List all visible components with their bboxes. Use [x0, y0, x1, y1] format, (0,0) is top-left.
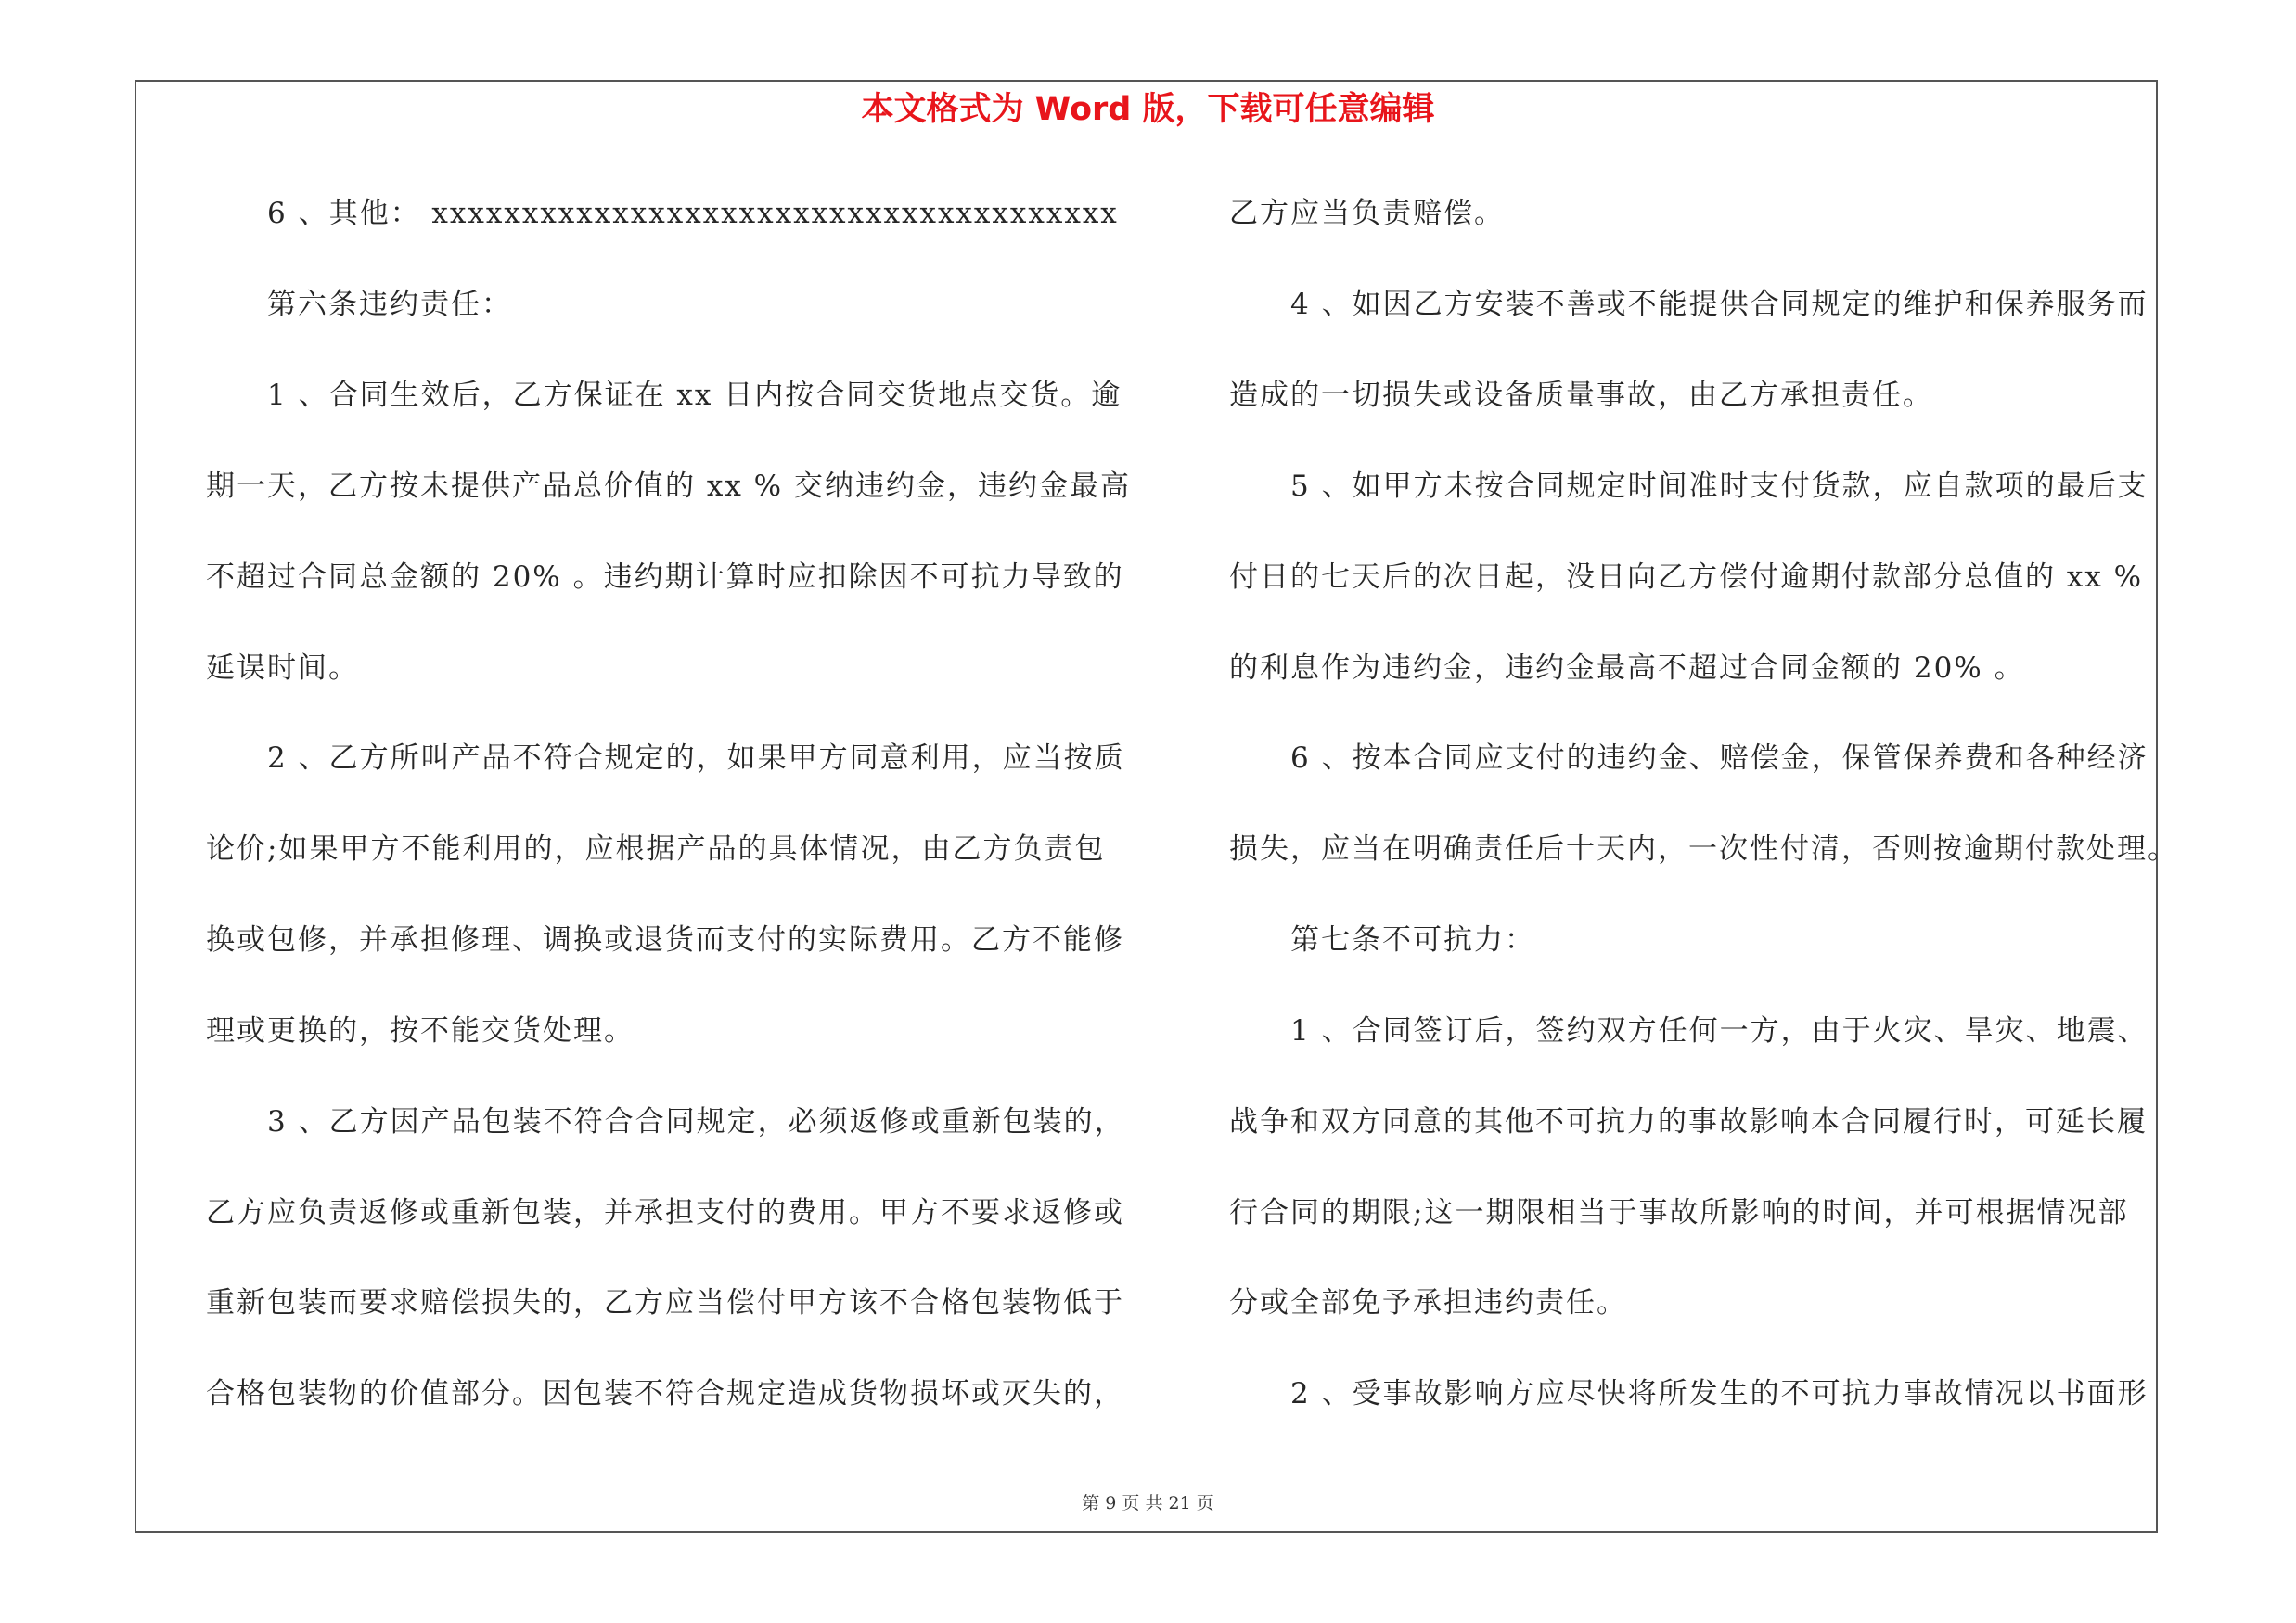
- paragraph-line: 的利息作为违约金，违约金最高不超过合同金额的 20% 。: [1229, 651, 2025, 685]
- paragraph-line: 造成的一切损失或设备质量事故，由乙方承担责任。: [1229, 379, 1933, 412]
- page-number-footer: 第 9 页 共 21 页: [1082, 1493, 1214, 1514]
- paragraph-line: 论价;如果甲方不能利用的，应根据产品的具体情况，由乙方负责包: [206, 832, 1106, 866]
- paragraph-line: 6 、按本合同应支付的违约金、赔偿金，保管保养费和各种经济: [1290, 741, 2148, 775]
- paragraph-line: 乙方应负责返修或重新包装，并承担支付的费用。甲方不要求返修或: [206, 1196, 1124, 1230]
- paragraph-line: 理或更换的，按不能交货处理。: [206, 1014, 635, 1048]
- paragraph-line: 1 、合同签订后，签约双方任何一方，由于火灾、旱灾、地震、: [1290, 1014, 2148, 1048]
- paragraph-line: 5 、如甲方未按合同规定时间准时支付货款，应自款项的最后支: [1290, 470, 2148, 503]
- paragraph-line: 换或包修，并承担修理、调换或退货而支付的实际费用。乙方不能修: [206, 923, 1124, 957]
- paragraph-line: 合格包装物的价值部分。因包装不符合规定造成货物损坏或灭失的，: [206, 1377, 1124, 1410]
- paragraph-line: 行合同的期限;这一期限相当于事故所影响的时间，并可根据情况部: [1229, 1196, 2129, 1230]
- paragraph-line: 2 、乙方所叫产品不符合规定的，如果甲方同意利用，应当按质: [267, 741, 1125, 775]
- paragraph-line: 付日的七天后的次日起，没日向乙方偿付逾期付款部分总值的 xx %: [1229, 560, 2144, 594]
- paragraph-line: 延误时间。: [206, 651, 359, 685]
- word-format-banner: 本文格式为 Word 版，下载可任意编辑: [861, 91, 1435, 128]
- paragraph-line: 重新包装而要求赔偿损失的，乙方应当偿付甲方该不合格包装物低于: [206, 1286, 1124, 1320]
- paragraph-line: 不超过合同总金额的 20% 。违约期计算时应扣除因不可抗力导致的: [206, 560, 1124, 594]
- paragraph-line: 战争和双方同意的其他不可抗力的事故影响本合同履行时，可延长履: [1229, 1105, 2148, 1139]
- paragraph-line: 4 、如因乙方安装不善或不能提供合同规定的维护和保养服务而: [1290, 288, 2148, 321]
- section-heading: 第六条违约责任：: [267, 288, 512, 321]
- paragraph-line: 1 、合同生效后，乙方保证在 xx 日内按合同交货地点交货。逾: [267, 379, 1122, 412]
- paragraph-line: 6 、其他： xxxxxxxxxxxxxxxxxxxxxxxxxxxxxxxxxxxxxx: [267, 197, 1119, 230]
- section-heading: 第七条不可抗力：: [1290, 923, 1535, 957]
- paragraph-line: 3 、乙方因产品包装不符合合同规定，必须返修或重新包装的，: [267, 1105, 1125, 1139]
- paragraph-line: 2 、受事故影响方应尽快将所发生的不可抗力事故情况以书面形: [1290, 1377, 2148, 1410]
- paragraph-line: 损失，应当在明确责任后十天内，一次性付清，否则按逾期付款处理。: [1229, 832, 2178, 866]
- paragraph-line: 分或全部免予承担违约责任。: [1229, 1286, 1627, 1320]
- paragraph-line: 期一天，乙方按未提供产品总价值的 xx % 交纳违约金，违约金最高: [206, 470, 1131, 503]
- paragraph-line: 乙方应当负责赔偿。: [1229, 197, 1505, 230]
